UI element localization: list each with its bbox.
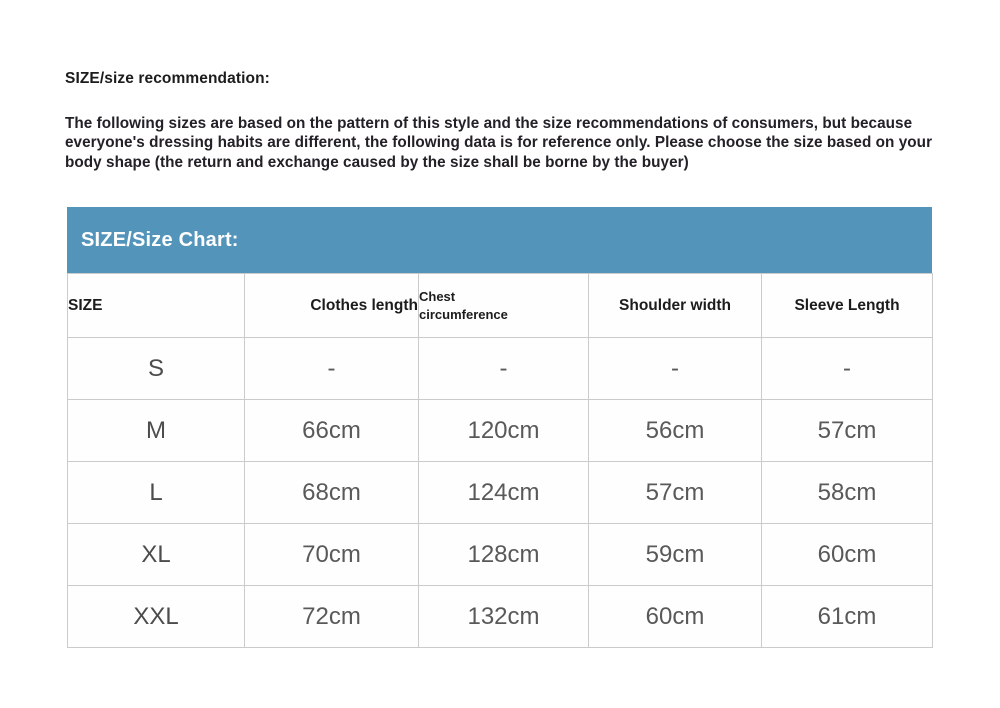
column-header-size: SIZE — [68, 274, 245, 338]
column-header-clothes-length: Clothes length — [245, 274, 419, 338]
shoulder-width-cell: 59cm — [589, 524, 762, 586]
size-label-cell: XXL — [68, 586, 245, 648]
table-row-size-m — [68, 400, 933, 462]
sleeve-length-cell: 61cm — [762, 586, 933, 648]
chest-circumference-cell: 132cm — [419, 586, 589, 648]
size-chart-banner — [67, 207, 932, 273]
clothes-length-cell: 70cm — [245, 524, 419, 586]
table-row-size-s — [68, 338, 933, 400]
size-label-cell: M — [68, 400, 245, 462]
size-label-cell: L — [68, 462, 245, 524]
clothes-length-cell: 68cm — [245, 462, 419, 524]
sleeve-length-cell: - — [762, 338, 933, 400]
page-title: SIZE/size recommendation: — [65, 70, 270, 87]
size-label-cell: XL — [68, 524, 245, 586]
clothes-length-cell: 66cm — [245, 400, 419, 462]
size-chart-banner-label: SIZE/Size Chart: — [81, 228, 239, 251]
sleeve-length-cell: 57cm — [762, 400, 933, 462]
column-header-chest-circumference — [419, 274, 589, 338]
sleeve-length-cell: 60cm — [762, 524, 933, 586]
column-header-chest-circumference-label: Chest circumference — [419, 289, 508, 322]
shoulder-width-cell: 60cm — [589, 586, 762, 648]
shoulder-width-cell: 57cm — [589, 462, 762, 524]
table-row-size-xl — [68, 524, 933, 586]
size-chart-table — [67, 273, 933, 648]
shoulder-width-cell: 56cm — [589, 400, 762, 462]
column-header-shoulder-width: Shoulder width — [589, 274, 762, 338]
clothes-length-cell: 72cm — [245, 586, 419, 648]
size-label-cell: S — [68, 338, 245, 400]
column-header-sleeve-length: Sleeve Length — [762, 274, 933, 338]
table-row-size-l — [68, 462, 933, 524]
clothes-length-cell: - — [245, 338, 419, 400]
table-header-row — [68, 274, 933, 338]
sleeve-length-cell: 58cm — [762, 462, 933, 524]
table-row-size-xxl — [68, 586, 933, 648]
chest-circumference-cell: 120cm — [419, 400, 589, 462]
chest-circumference-cell: 128cm — [419, 524, 589, 586]
chest-circumference-cell: 124cm — [419, 462, 589, 524]
size-disclaimer-text: The following sizes are based on the pattern of this style and the size recommendations of consumers, but because everyone's dressing habits are different, the following data is for reference only. Please choose the size based on your body shape (the return and exchange caused by the size shall be borne by the buyer) — [65, 115, 933, 171]
chest-circumference-cell: - — [419, 338, 589, 400]
shoulder-width-cell: - — [589, 338, 762, 400]
